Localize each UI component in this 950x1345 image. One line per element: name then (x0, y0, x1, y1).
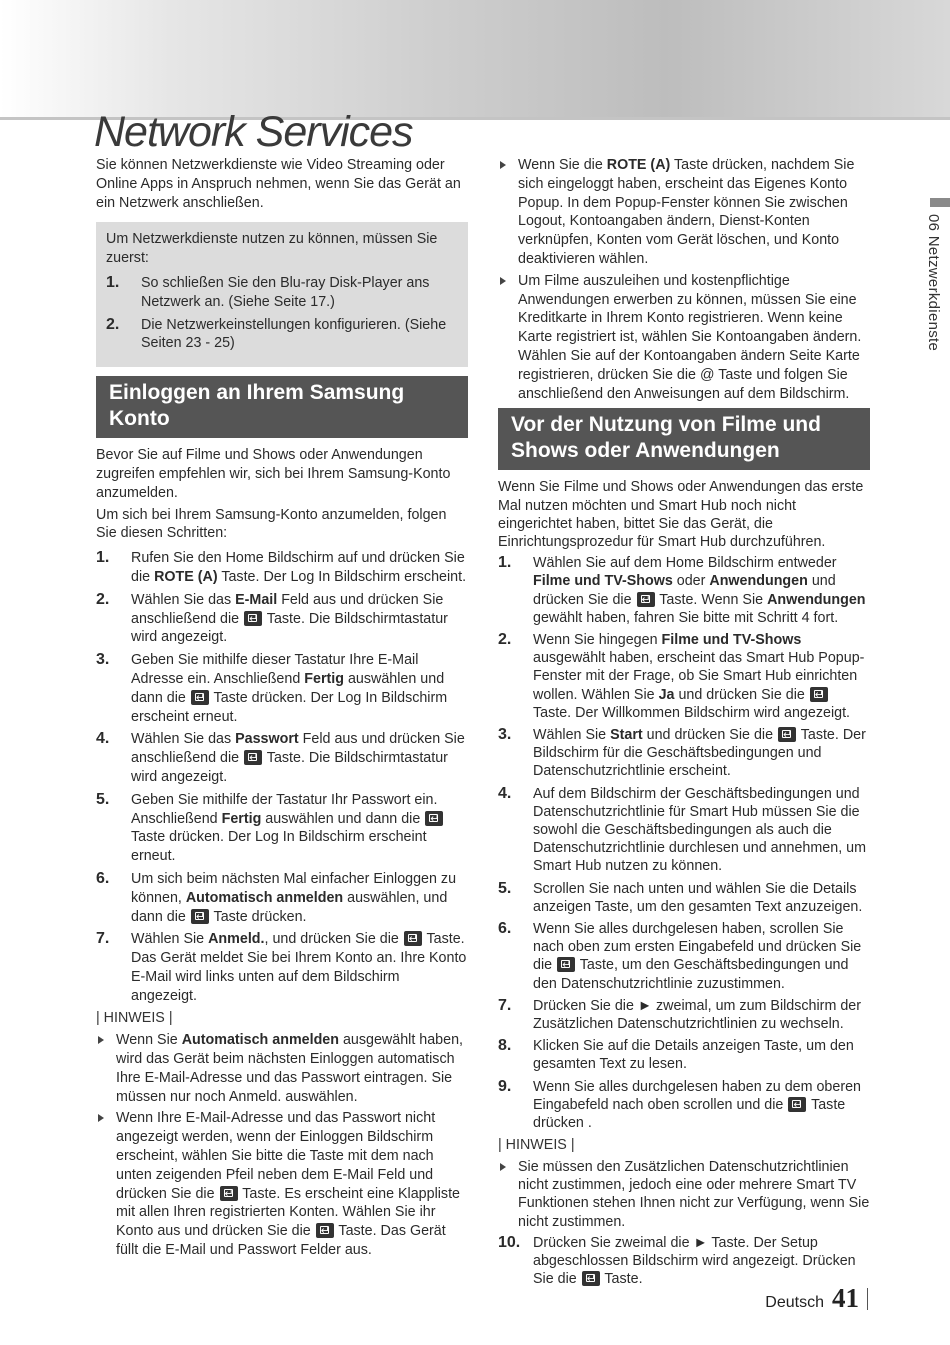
step-text: Klicken Sie auf die Details anzeigen Taste, um den gesamten Text zu lesen. (533, 1038, 854, 1073)
bullet-triangle-icon (500, 1163, 506, 1171)
enter-icon (810, 687, 828, 702)
step-text: Um sich beim nächsten Mal einfacher Einloggen zu können, (131, 870, 457, 906)
step-number: 3. (498, 726, 512, 743)
step-bold: Anwendungen (709, 573, 808, 590)
note-text: Taste. Das Gerät füllt die E-Mail und Passwort Felder aus. (116, 1223, 446, 1259)
step-text: Taste drücken . (533, 1096, 846, 1132)
list-item (498, 1234, 870, 1289)
step-text: Feld aus und drücken Sie anschließend die (131, 591, 444, 627)
list-item (96, 591, 468, 647)
prereq-steps (106, 274, 458, 353)
list-item (96, 870, 468, 926)
step-number: 1. (106, 273, 120, 291)
enter-icon (220, 1186, 238, 1201)
step-text: Drücken Sie die ► zweimal, um zum Bildschirm der Zusätzlichen Datenschutzrichtlinien zu wechseln. (533, 997, 861, 1033)
list-item (96, 791, 468, 866)
bullet-triangle-icon (98, 1036, 104, 1044)
note-text: Taste drücken, nachdem Sie sich eingeloggt haben, erscheint das Eigenes Konto Popup. In dem Popup-Fenster können Sie zwischen Logout, Kontoangaben ändern, Dienst-Konten verknüpfen, Konten vom Gerät löschen, und Konto deaktivieren wählen. (518, 157, 855, 267)
step-text: Die Netzwerkeinstellungen konfigurieren. (Siehe Seiten 23 - 25) (141, 316, 447, 352)
list-item (498, 920, 870, 993)
step-text: auswählen und dann die (261, 810, 425, 827)
step-number: 5. (96, 790, 110, 808)
step-bold: Anwendungen (767, 591, 866, 608)
step-number: 3. (96, 651, 110, 669)
list-item (96, 1109, 468, 1259)
step-bold: Filme und TV-Shows (533, 573, 673, 590)
side-tab-label: 06 Netzwerkdienste (925, 214, 942, 352)
step-bold: Filme und TV-Shows (661, 631, 802, 648)
enter-icon (244, 750, 262, 765)
list-item (498, 997, 870, 1033)
usage-paragraph: Wenn Sie Filme und Shows oder Anwendungen das erste Mal nutzen möchten und Smart Hub noch nicht eingerichtet haben, bittet Sie das Gerät, die Einrichtungsprozedur für Smart Hub durchzuführen. (498, 479, 864, 550)
list-item (498, 554, 870, 627)
bullet-triangle-icon (98, 1114, 104, 1122)
list-item (498, 726, 870, 781)
list-item (96, 930, 468, 1005)
enter-icon (191, 690, 209, 705)
page-footer (765, 1283, 868, 1314)
step-number: 2. (106, 315, 120, 333)
step-number: 6. (96, 869, 110, 887)
notes-list (498, 1158, 870, 1231)
enter-icon (316, 1223, 334, 1238)
bullet-triangle-icon (500, 161, 506, 169)
note-text: ausgewählt haben, wird das Gerät beim nächsten Einloggen automatisch Ihre E-Mail-Adresse und das Passwort eintragen. Sie müssen nur noch Anmeld. auswählen. (116, 1032, 464, 1105)
list-item (96, 651, 468, 726)
side-tab (922, 214, 942, 394)
step-text: Wenn Sie hingegen (533, 631, 662, 648)
step-text: So schließen Sie den Blu-ray Disk-Player ans Netzwerk an. (Siehe Seite 17.) (141, 274, 430, 310)
note-text: Um Filme auszuleihen und kostenpflichtige Anwendungen erwerben zu können, müssen Sie eine Kreditkarte in Ihrem Konto registrieren. Wenn keine Karte registriert ist, wählen Sie Kontoangaben ändern. Wählen Sie auf der Kontoangaben ändern Seite Karte registrieren, drücken Sie die @ Taste und folgen Sie anschließend den Anweisungen auf dem Bildschirm. (518, 272, 862, 402)
step-number: 1. (498, 554, 512, 572)
list-item (106, 316, 458, 354)
step-number: 4. (498, 784, 512, 802)
note-text: Wenn Sie (116, 1032, 182, 1049)
note-text: Wenn Sie die (518, 157, 607, 173)
enter-icon (191, 909, 209, 924)
step-text: Taste. Die Bildschirmtastatur wird angezeigt. (131, 750, 448, 785)
step-bold: Ja (658, 686, 675, 703)
step-number: 6. (498, 920, 512, 938)
list-item (498, 1037, 870, 1073)
step-text: , und drücken Sie die (264, 931, 403, 948)
left-column (96, 156, 468, 1263)
bullet-triangle-icon (500, 277, 506, 285)
list-item (498, 880, 870, 916)
note-text: Wenn Ihre E-Mail-Adresse und das Passwort nicht angezeigt werden, wenn der Einloggen Bildschirm erscheint, wählen Sie bitte die Taste mit dem nach unten zeigenden Pfeil neben dem E-Mail Feld und drücken Sie die (116, 1110, 436, 1202)
section-heading-login: Einloggen an Ihrem Samsung Konto (96, 376, 468, 438)
section-heading-usage: Vor der Nutzung von Filme und Shows oder Anwendungen (498, 408, 870, 470)
step-text: Taste. Der Willkommen Bildschirm wird angezeigt. (533, 704, 851, 721)
login-paragraph: Um sich bei Ihrem Samsung-Konto anzumelden, folgen Sie diesen Schritten: (96, 506, 447, 542)
step-text: auswählen, und dann die (131, 889, 448, 925)
list-item (498, 631, 870, 722)
step-bold: ROTE (A) (154, 568, 218, 585)
enter-icon (778, 727, 796, 742)
enter-icon (788, 1097, 806, 1112)
step-text: gewählt haben, fahren Sie bitte mit Schritt 4 fort. (533, 609, 839, 626)
step-number: 7. (96, 930, 110, 948)
enter-icon (244, 611, 262, 626)
step-text: Taste. Das Gerät meldet Sie bei Ihrem Konto an. Ihre Konto E-Mail wird links unten auf dem Bildschirm angezeigt. (131, 931, 467, 1004)
step-text: Drücken Sie zweimal die ► Taste. Der Setup abgeschlossen Bildschirm wird angezeigt. Drücken Sie die (533, 1234, 856, 1288)
note-text: Taste. Es erscheint eine Klappliste mit allen Ihren registrierten Konten. Wählen Sie ihr Konto aus und drücken Sie die (116, 1185, 460, 1240)
footer-language: Deutsch (765, 1294, 824, 1311)
step-number: 1. (96, 549, 110, 567)
step-text: und drücken Sie die (642, 727, 777, 743)
list-item (498, 1078, 870, 1133)
login-steps (96, 549, 468, 1005)
list-item (96, 730, 468, 786)
usage-steps-final (498, 1234, 870, 1289)
step-text: Wenn Sie alles durchgelesen haben, scrollen Sie nach oben zum ersten Eingabefeld und drücken Sie die (533, 921, 862, 974)
page-number: 41 (832, 1283, 859, 1313)
step-text: Taste. (600, 1271, 643, 1288)
step-text: Taste. Der Log In Bildschirm erscheint. (217, 568, 467, 585)
step-number: 4. (96, 730, 110, 748)
step-text: Wählen Sie das (131, 591, 236, 608)
step-number: 8. (498, 1037, 512, 1055)
step-bold: Start (610, 727, 643, 743)
enter-icon (582, 1271, 600, 1286)
list-item (96, 1031, 468, 1106)
step-number: 5. (498, 879, 512, 897)
enter-icon (637, 592, 655, 607)
step-number: 10. (498, 1233, 521, 1251)
step-text: Taste drücken. (209, 908, 307, 925)
side-tab-marker (930, 198, 950, 207)
prereq-intro: Um Netzwerkdienste nutzen zu können, müssen Sie zuerst: (106, 231, 438, 267)
step-bold: E-Mail (235, 591, 278, 608)
list-item (498, 156, 870, 269)
header-band (0, 0, 950, 120)
step-text: Geben Sie mithilfe der Tastatur Ihr Passwort ein. Anschließend (131, 791, 438, 827)
enter-icon (425, 811, 443, 826)
step-text: Auf dem Bildschirm der Geschäftsbedingungen und Datenschutzrichtlinie für Smart Hub müssen Sie die sowohl die Geschäftsbedingungen als auch die Datenschutzrichtlinie durchlesen und annehmen, um Smart Hub nutzen zu können. (533, 785, 866, 875)
step-text: Wählen Sie auf dem Home Bildschirm entweder (533, 555, 837, 572)
step-text: ausgewählt haben, erscheint das Smart Hub Popup-Fenster mit der Frage, ob Sie Smart Hub einrichten wollen. Wählen Sie (533, 650, 865, 703)
list-item (498, 272, 870, 404)
step-text: Taste drücken. Der Log In Bildschirm erscheint erneut. (131, 829, 427, 865)
intro-text: Sie können Netzwerkdienste wie Video Streaming oder Online Apps in Anspruch nehmen, wenn Sie das Gerät an ein Netzwerk anschließen. (96, 157, 461, 211)
step-text: und drücken Sie die (674, 686, 809, 703)
footer-divider (867, 1288, 868, 1310)
step-text: und drücken Sie die (533, 573, 836, 608)
note-heading: | HINWEIS | (498, 1137, 575, 1154)
enter-icon (404, 931, 422, 946)
step-text: oder (672, 573, 710, 590)
list-item (106, 274, 458, 312)
usage-steps (498, 554, 870, 1132)
step-text: auswählen und dann die (131, 670, 445, 706)
note-heading: | HINWEIS | (96, 1010, 173, 1027)
step-number: 2. (96, 590, 110, 608)
notes-list (498, 156, 870, 403)
step-text: Wählen Sie das (131, 731, 236, 748)
notes-list (96, 1031, 468, 1260)
step-text: Wählen Sie (131, 931, 209, 948)
page-title: Network Services (94, 107, 413, 156)
list-item (498, 1158, 870, 1231)
login-paragraph: Bevor Sie auf Filme und Shows oder Anwendungen zugreifen empfehlen wir, sich bei Ihrem Samsung-Konto anzumelden. (96, 447, 451, 501)
step-text: Taste. Wenn Sie (655, 591, 768, 608)
step-text: Rufen Sie den Home Bildschirm auf und drücken Sie die (131, 550, 465, 585)
step-text: Wenn Sie alles durchgelesen haben zu dem oberen Eingabefeld nach oben scrollen und die (533, 1078, 861, 1113)
step-text: Wählen Sie (533, 727, 611, 743)
note-bold: Automatisch anmelden (181, 1032, 339, 1049)
step-number: 7. (498, 996, 512, 1014)
step-text: Scrollen Sie nach unten und wählen Sie die Details anzeigen Taste, um den gesamten Text anzuzeigen. (533, 880, 863, 915)
step-bold: Passwort (235, 731, 299, 748)
note-text: Sie müssen den Zusätzlichen Datenschutzrichtlinien nicht zustimmen, jedoch eine oder mehrere Smart TV Funktionen stehen Ihnen nicht zur Verfügung, wenn Sie nicht zustimmen. (518, 1159, 870, 1230)
step-text: Taste. Die Bildschirmtastatur wird angezeigt. (131, 610, 448, 646)
step-bold: Fertig (221, 810, 262, 827)
step-number: 9. (498, 1077, 512, 1095)
step-text: Taste, um den Geschäftsbedingungen und den Datenschutzrichtlinie zuzustimmen. (533, 957, 849, 992)
step-bold: Fertig (304, 670, 344, 687)
step-bold: Automatisch anmelden (185, 889, 344, 906)
list-item (498, 785, 870, 876)
prerequisite-box (96, 222, 468, 367)
step-text: Taste. Der Bildschirm für die Geschäftsbedingungen und Datenschutzrichtlinie erscheint. (533, 727, 866, 780)
step-text: Geben Sie mithilfe dieser Tastatur Ihre E-Mail Adresse ein. Anschließend (131, 652, 419, 687)
step-number: 2. (498, 630, 512, 648)
step-text: Feld aus und drücken Sie anschließend die (131, 731, 465, 767)
list-item (96, 549, 468, 587)
right-column (498, 156, 870, 1292)
step-bold: Anmeld. (208, 931, 265, 948)
enter-icon (557, 957, 575, 972)
step-text: Taste drücken. Der Log In Bildschirm erscheint erneut. (131, 689, 448, 725)
note-bold: ROTE (A) (606, 157, 671, 173)
